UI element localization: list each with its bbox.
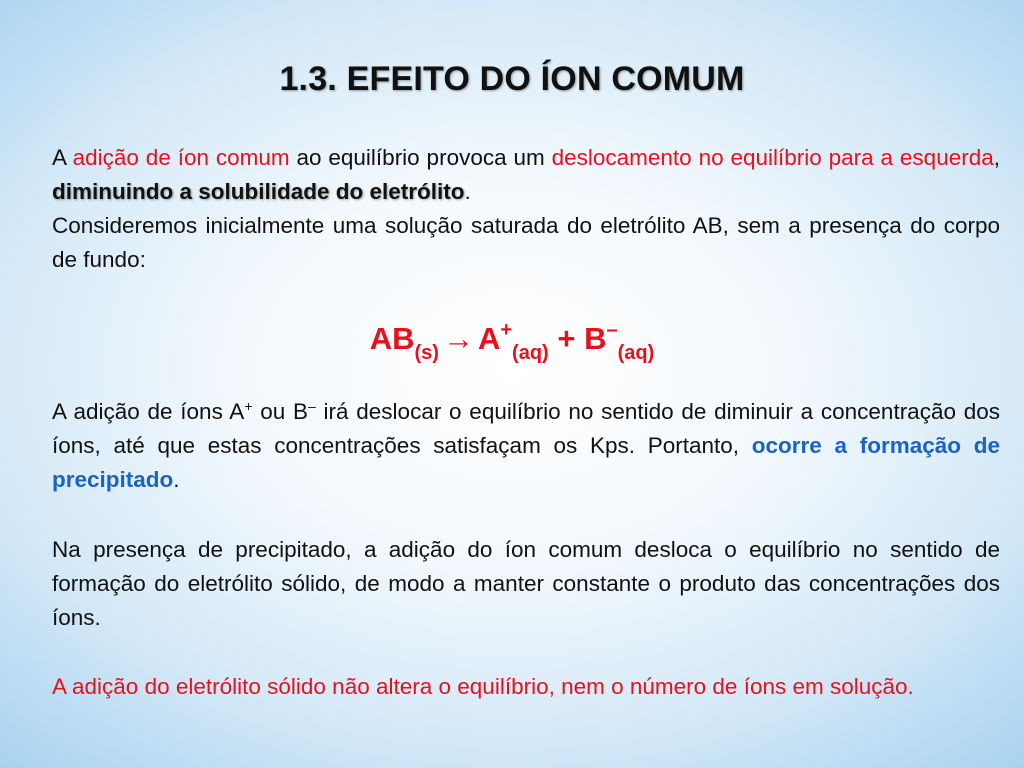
intro-text-consider: Consideremos inicialmente uma solução saturada do eletrólito AB, sem a presença do corpo de fundo: <box>52 213 1000 272</box>
eq-cation: A <box>477 321 501 356</box>
p2-cation-charge: + <box>244 398 253 414</box>
eq-anion-state: (aq) <box>617 342 655 364</box>
eq-anion: B <box>584 321 607 356</box>
p2-text-a: A adição de íons A <box>52 399 245 424</box>
intro-text-d: . <box>464 179 471 204</box>
paragraph-conclusion: A adição do eletrólito sólido não altera o equilíbrio, nem o número de íons em solução. <box>52 674 914 699</box>
eq-anion-charge: – <box>606 319 618 341</box>
paragraph-precipitate <box>52 395 1000 497</box>
dissociation-equation <box>0 312 1024 366</box>
intro-highlight-common-ion: adição de íon comum <box>72 145 290 170</box>
eq-reactant-state: (s) <box>414 342 439 364</box>
slide-title: 1.3. EFEITO DO ÍON COMUM <box>279 60 745 98</box>
eq-cation-state: (aq) <box>512 342 549 364</box>
intro-text-b: ao equilíbrio provoca um <box>289 145 552 170</box>
intro-highlight-solubility: diminuindo a solubilidade do eletrólito <box>52 179 465 204</box>
p2-anion-charge: – <box>308 398 316 414</box>
p2-highlight-precipitate: ocorre a formação de precipitado <box>52 433 1000 492</box>
intro-highlight-shift: deslocamento no equilíbrio para a esquerda <box>551 145 994 170</box>
intro-text-a: A <box>52 145 73 170</box>
eq-arrow: → <box>442 321 474 356</box>
p2-text-d: . <box>173 467 180 492</box>
eq-cation-charge: + <box>500 319 513 341</box>
p2-text-b: ou B <box>252 399 309 424</box>
eq-plus: + <box>557 321 576 356</box>
intro-text-c: , <box>993 145 1001 170</box>
p2-text-c: irá deslocar o equilíbrio no sentido de diminuir a concentração dos íons, até que estas concentrações satisfaçam os Kps. Portanto, <box>52 399 1000 458</box>
eq-reactant: AB <box>369 321 415 356</box>
paragraph-presence: Na presença de precipitado, a adição do íon comum desloca o equilíbrio no sentido de formação do eletrólito sólido, de modo a manter constante o produto das concentrações dos íons. <box>52 537 1000 630</box>
paragraph-intro <box>52 141 1000 277</box>
